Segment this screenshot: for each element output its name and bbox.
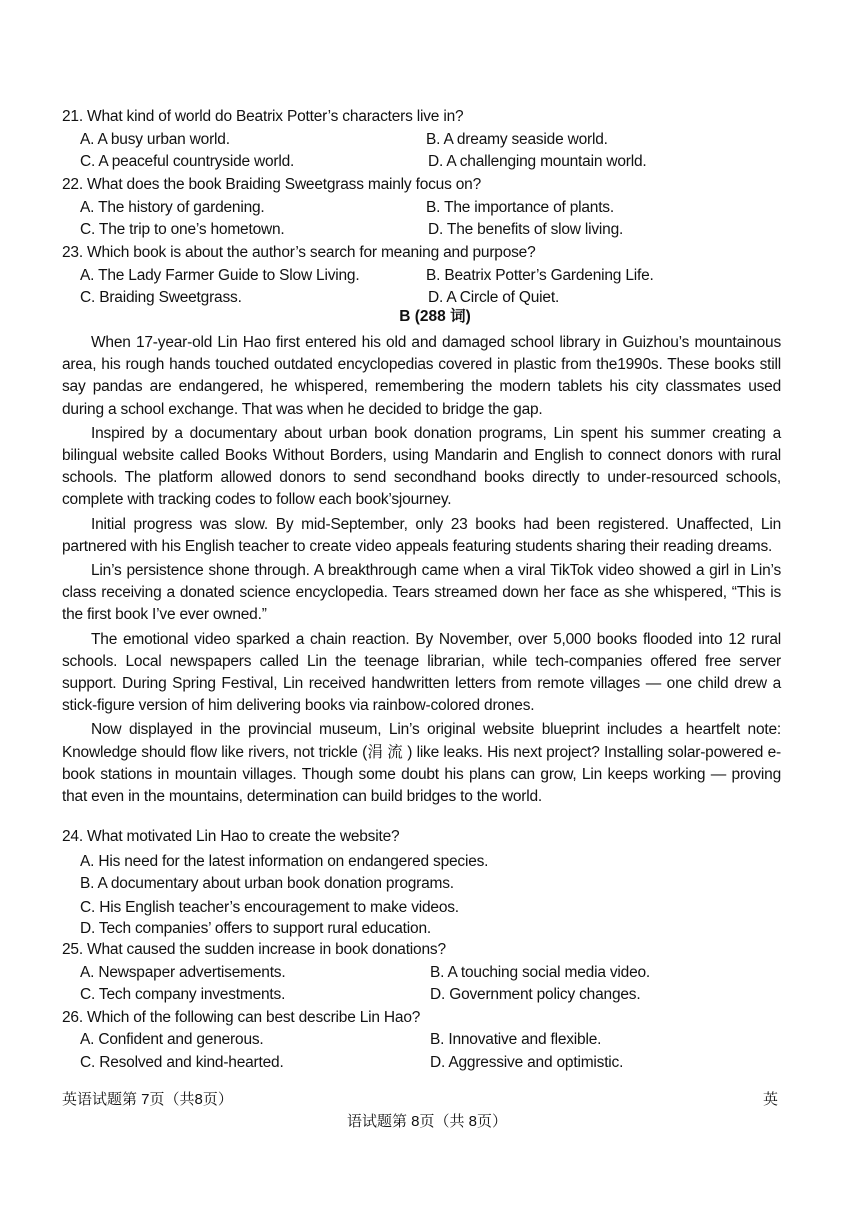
question-24-option-a: A. His need for the latest information on endangered species. <box>80 853 489 870</box>
question-26-option-b: B. Innovative and flexible. <box>430 1031 602 1048</box>
question-21-option-c: C. A peaceful countryside world. <box>80 153 295 170</box>
question-22-option-a: A. The history of gardening. <box>80 199 265 216</box>
passage-paragraph-5: The emotional video sparked a chain reaction. By November, over 5,000 books flooded into 12 rural schools. Local newspapers called Lin the teenage librarian, while tech-companies offered free server support. During Spring Festival, Lin received handwritten letters from remote villages — one child drew a stick-figure version of him delivering books via rainbow-colored drones. <box>62 630 781 715</box>
question-26-stem: 26. Which of the following can best describe Lin Hao? <box>62 1009 421 1026</box>
question-26-option-c: C. Resolved and kind-hearted. <box>80 1054 284 1071</box>
question-26-option-d: D. Aggressive and optimistic. <box>430 1054 624 1071</box>
question-25-option-a: A. Newspaper advertisements. <box>80 964 286 981</box>
question-23-option-a: A. The Lady Farmer Guide to Slow Living. <box>80 267 360 284</box>
question-24-option-b: B. A documentary about urban book donation programs. <box>80 875 454 892</box>
question-25-option-c: C. Tech company investments. <box>80 986 286 1003</box>
passage-paragraph-2: Inspired by a documentary about urban book donation programs, Lin spent his summer creating a bilingual website called Books Without Borders, using Mandarin and English to connect donors with rural schools. The platform allowed donors to send secondhand books directly to under-resourced schools, complete with tracking codes to follow each book’sjourney. <box>62 424 781 509</box>
passage-paragraph-4: Lin’s persistence shone through. A breakthrough came when a viral TikTok video showed a girl in Lin’s class receiving a donated science encyclopedia. Tears streamed down her face as she whispered, “This is the first book I’ve ever owned.” <box>62 562 781 624</box>
reading-passage <box>62 332 781 808</box>
question-26-option-a: A. Confident and generous. <box>80 1031 264 1048</box>
passage-paragraph-6: Now displayed in the provincial museum, Lin’s original website blueprint includes a heartfelt note: Knowledge should flow like rivers, not trickle (涓 流 ) like leaks. His next project? Installing solar-powered e-book stations in mountain villages. Though some doubt his plans can grow, Lin keeps working — proving that even in the mountains, determination can build bridges to the world. <box>62 721 781 806</box>
question-25-option-b: B. A touching social media video. <box>430 964 651 981</box>
question-23-option-c: C. Braiding Sweetgrass. <box>80 289 242 306</box>
question-22-option-b: B. The importance of plants. <box>426 199 614 216</box>
question-21-option-d: D. A challenging mountain world. <box>428 153 647 170</box>
question-24-option-c: C. His English teacher’s encouragement to make videos. <box>80 899 459 916</box>
question-23-option-d: D. A Circle of Quiet. <box>428 289 560 306</box>
question-24-option-d: D. Tech companies’ offers to support rural education. <box>80 920 431 937</box>
footer-page-center: 语试题第 8页（共 8页） <box>347 1113 508 1130</box>
section-b-title: B (288 词) <box>399 308 471 325</box>
question-23-stem: 23. Which book is about the author’s search for meaning and purpose? <box>62 244 536 261</box>
question-22-option-c: C. The trip to one’s hometown. <box>80 221 285 238</box>
footer-page-right: 英 <box>763 1091 779 1108</box>
question-25-stem: 25. What caused the sudden increase in book donations? <box>62 941 446 958</box>
passage-paragraph-3: Initial progress was slow. By mid-September, only 23 books had been registered. Unaffected, Lin partnered with his English teacher to create video appeals featuring students sharing their reading dreams. <box>62 515 781 555</box>
question-22-option-d: D. The benefits of slow living. <box>428 221 624 238</box>
question-23-option-b: B. Beatrix Potter’s Gardening Life. <box>426 267 654 284</box>
question-24-stem: 24. What motivated Lin Hao to create the website? <box>62 828 400 845</box>
question-25-option-d: D. Government policy changes. <box>430 986 641 1003</box>
passage-paragraph-1: When 17-year-old Lin Hao first entered his old and damaged school library in Guizhou’s mountainous area, his rough hands touched outdated encyclopedias covered in plastic from the1990s. These books still say pandas are endangered, he whispered, remembering the modern tablets his city classmates used during a school exchange. That was when he decided to bridge the gap. <box>62 334 781 418</box>
footer-page-left: 英语试题第 7页（共8页） <box>62 1091 233 1108</box>
question-21-stem: 21. What kind of world do Beatrix Potter’s characters live in? <box>62 108 464 125</box>
question-22-stem: 22. What does the book Braiding Sweetgrass mainly focus on? <box>62 176 481 193</box>
question-21-option-b: B. A dreamy seaside world. <box>426 131 608 148</box>
question-21-option-a: A. A busy urban world. <box>80 131 230 148</box>
